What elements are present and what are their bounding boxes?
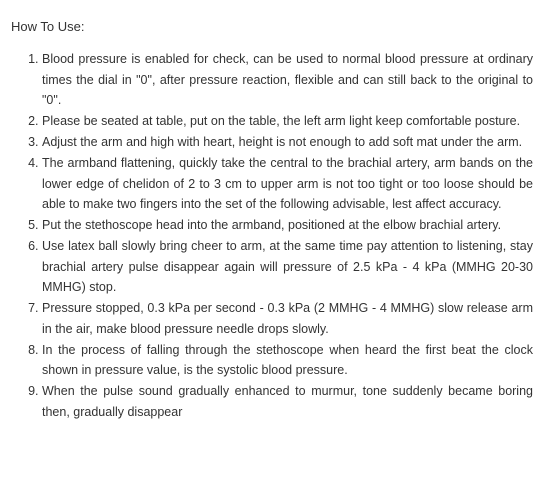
instruction-step: 6. Use latex ball slowly bring cheer to arm, at the same time pay attention to listening, stay brachial artery pulse disappear again will pressure of 2.5 kPa - 4 kPa (MMHG 20-30 MMHG) stop. (42, 236, 533, 298)
instructions-heading: How To Use: (11, 19, 85, 34)
instruction-step: 4. The armband flattening, quickly take the central to the brachial artery, arm bands on the lower edge of chelidon of 2 to 3 cm to upper arm is not too tight or too loose should be able to make two fingers into the set of the following advisable, lest affect accuracy. (42, 153, 533, 215)
instruction-step: 7. Pressure stopped, 0.3 kPa per second - 0.3 kPa (2 MMHG - 4 MMHG) slow release arm in the air, make blood pressure needle drops slowly. (42, 298, 533, 339)
instruction-step: 3. Adjust the arm and high with heart, height is not enough to add soft mat under the arm. (42, 132, 533, 153)
instruction-step: 2. Please be seated at table, put on the table, the left arm light keep comfortable posture. (42, 111, 533, 132)
instructions-list (11, 49, 533, 422)
instruction-step: 9. When the pulse sound gradually enhanced to murmur, tone suddenly became boring then, gradually disappear (42, 381, 533, 422)
instruction-step: 8. In the process of falling through the stethoscope when heard the first beat the clock shown in pressure value, is the systolic blood pressure. (42, 340, 533, 381)
instruction-step: 5. Put the stethoscope head into the armband, positioned at the elbow brachial artery. (42, 215, 533, 236)
instruction-step: 1. Blood pressure is enabled for check, can be used to normal blood pressure at ordinary times the dial in "0", after pressure reaction, flexible and can still back to the original to "0". (42, 49, 533, 111)
